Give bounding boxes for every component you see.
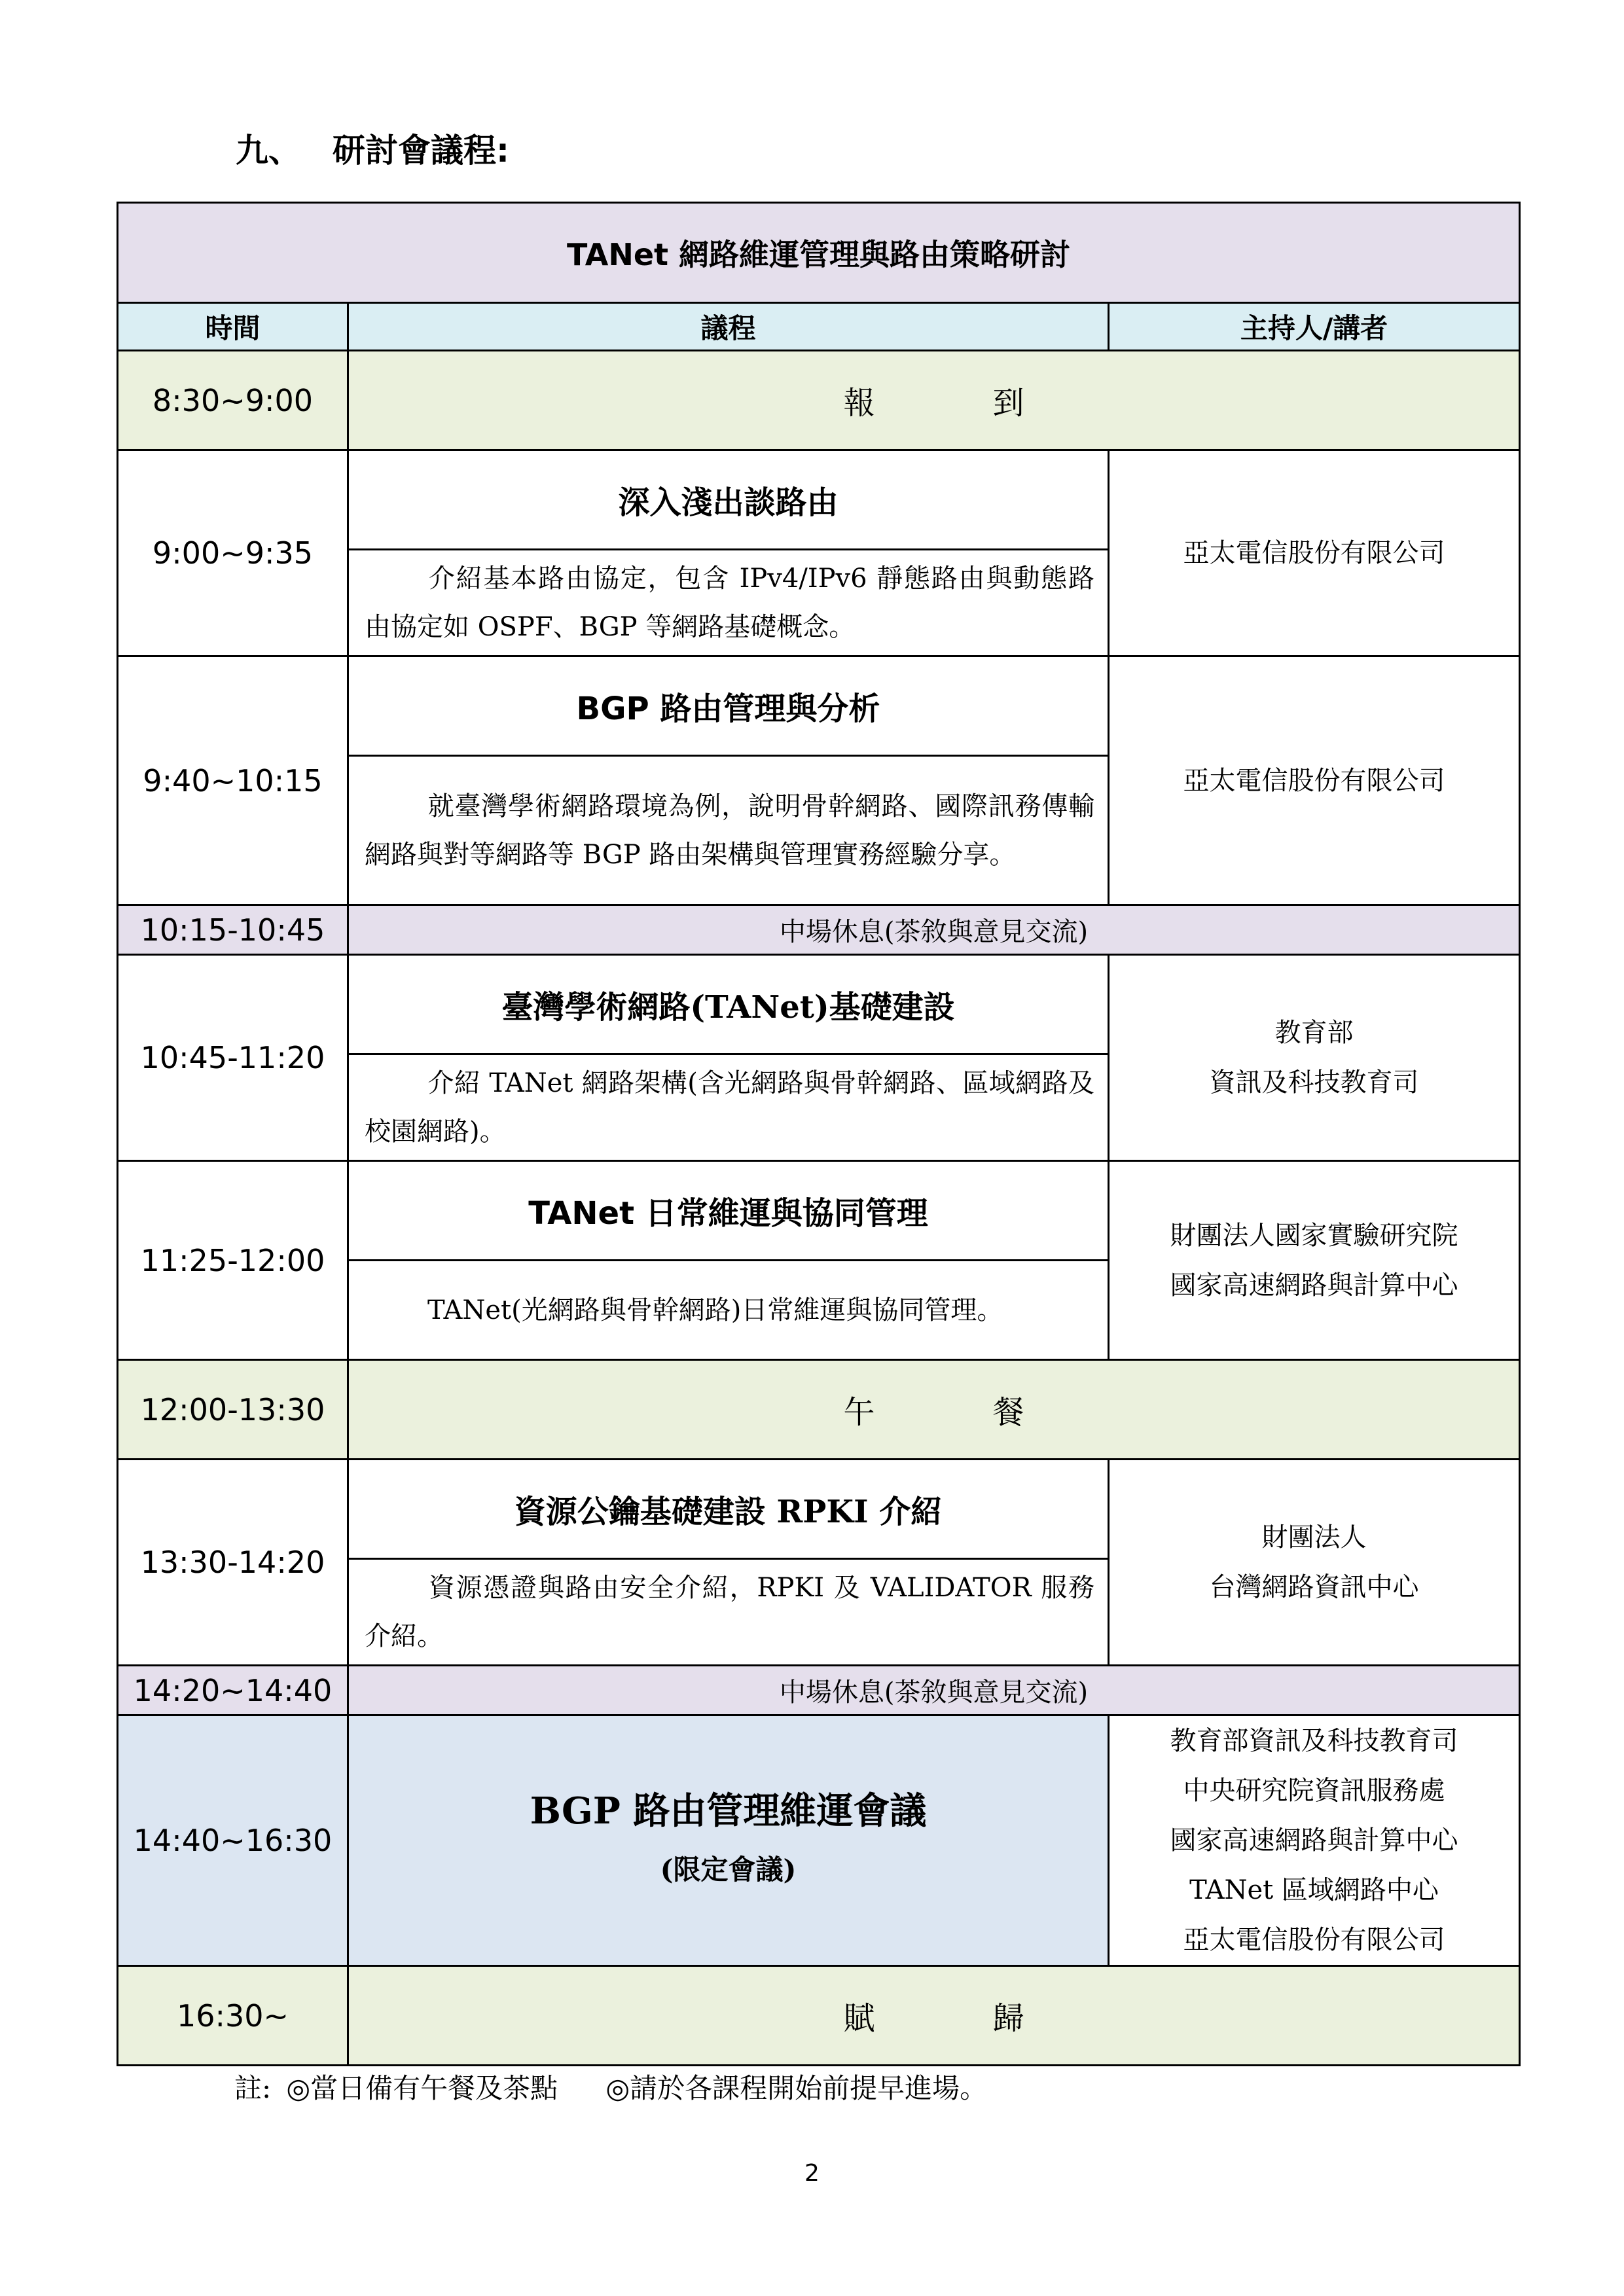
footnote-item-1: ◎當日備有午餐及茶點 (286, 2072, 558, 2104)
row-time: 14:20~14:40 (118, 1666, 348, 1715)
row-time: 16:30~ (118, 1966, 348, 2066)
talk-description-text: TANet(光網路與骨幹網路)日常維運與協同管理。 (427, 1295, 1003, 1325)
table-row (118, 1715, 1520, 1966)
talk-description (348, 1261, 1109, 1360)
section-title: 研討會議程: (333, 132, 509, 170)
table-row (118, 656, 1520, 756)
meeting-subtitle: (限定會議) (660, 1854, 797, 1886)
row-time: 11:25-12:00 (118, 1161, 348, 1360)
row-event: 報到 (348, 351, 1520, 450)
host-line: 資訊及科技教育司 (1209, 1067, 1419, 1098)
meeting-hosts (1109, 1715, 1520, 1966)
talk-host (1109, 450, 1520, 656)
row-time: 13:30-14:20 (118, 1460, 348, 1666)
talk-description (348, 756, 1109, 905)
table-row (118, 1966, 1520, 2066)
row-time: 10:15-10:45 (118, 905, 348, 955)
footnote (234, 2067, 994, 2106)
break-label: 中場休息(茶敘與意見交流) (348, 905, 1520, 955)
table-header-row (118, 303, 1520, 351)
table-row (118, 905, 1520, 955)
host-line: 台灣網路資訊中心 (1209, 1572, 1419, 1602)
talk-host (1109, 656, 1520, 905)
talk-title: BGP 路由管理與分析 (348, 656, 1109, 756)
table-row (118, 1460, 1520, 1559)
row-time: 9:40~10:15 (118, 656, 348, 905)
talk-description (348, 1054, 1109, 1161)
talk-description (348, 550, 1109, 656)
talk-title: TANet 日常維運與協同管理 (348, 1161, 1109, 1261)
row-event: 午餐 (348, 1360, 1520, 1460)
header-time: 時間 (118, 303, 348, 351)
table-row (118, 450, 1520, 550)
row-time: 8:30~9:00 (118, 351, 348, 450)
talk-description-text: 介紹 TANet 網路架構(含光網路與骨幹網路、區域網路及校園網路)。 (365, 1068, 1094, 1147)
section-heading (236, 124, 509, 171)
host-line: 中央研究院資訊服務處 (1183, 1776, 1445, 1806)
host-line: 財團法人國家實驗研究院 (1170, 1220, 1458, 1251)
talk-description (348, 1559, 1109, 1666)
table-row (118, 1360, 1520, 1460)
talk-description-text: 就臺灣學術網路環境為例，說明骨幹網路、國際訊務傳輸網路與對等網路等 BGP 路由架構與管理實務經驗分享。 (365, 791, 1094, 870)
talk-description-text: 資源憑證與路由安全介紹，RPKI 及 VALIDATOR 服務介紹。 (365, 1573, 1094, 1651)
host-line: 亞太電信股份有限公司 (1183, 765, 1445, 796)
talk-host (1109, 1161, 1520, 1360)
header-host: 主持人/講者 (1109, 303, 1520, 351)
table-row (118, 955, 1520, 1054)
footnote-label: 註: (234, 2072, 272, 2104)
host-line: 國家高速網路與計算中心 (1170, 1270, 1458, 1300)
talk-description-text: 介紹基本路由協定，包含 IPv4/IPv6 靜態路由與動態路由協定如 OSPF、BGP 等網路基礎概念。 (365, 564, 1094, 642)
table-row (118, 1161, 1520, 1261)
row-time: 14:40~16:30 (118, 1715, 348, 1966)
host-line: 亞太電信股份有限公司 (1183, 1925, 1445, 1955)
talk-host (1109, 955, 1520, 1161)
header-agenda: 議程 (348, 303, 1109, 351)
row-time: 10:45-11:20 (118, 955, 348, 1161)
section-number: 九、 (236, 132, 301, 170)
talk-host (1109, 1460, 1520, 1666)
talk-title: 深入淺出談路由 (348, 450, 1109, 550)
talk-title: 臺灣學術網路(TANet)基礎建設 (348, 955, 1109, 1054)
agenda-table (117, 202, 1521, 2066)
host-line: TANet 區域網路中心 (1189, 1875, 1439, 1905)
host-line: 國家高速網路與計算中心 (1170, 1825, 1458, 1856)
talk-title: 資源公鑰基礎建設 RPKI 介紹 (348, 1460, 1109, 1559)
row-event: 賦歸 (348, 1966, 1520, 2066)
table-row (118, 1666, 1520, 1715)
break-label: 中場休息(茶敘與意見交流) (348, 1666, 1520, 1715)
page-number: 2 (804, 2160, 820, 2187)
meeting-cell (348, 1715, 1109, 1966)
host-line: 教育部 (1274, 1018, 1354, 1048)
row-time: 9:00~9:35 (118, 450, 348, 656)
footnote-item-2: ◎請於各課程開始前提早進場。 (605, 2072, 988, 2104)
table-row (118, 351, 1520, 450)
host-line: 教育部資訊及科技教育司 (1170, 1726, 1458, 1756)
row-time: 12:00-13:30 (118, 1360, 348, 1460)
meeting-title: BGP 路由管理維運會議 (530, 1789, 927, 1833)
table-title-row (118, 203, 1520, 303)
host-line: 亞太電信股份有限公司 (1183, 538, 1445, 568)
table-title: TANet 網路維運管理與路由策略研討 (118, 203, 1520, 303)
host-line: 財團法人 (1261, 1522, 1367, 1552)
